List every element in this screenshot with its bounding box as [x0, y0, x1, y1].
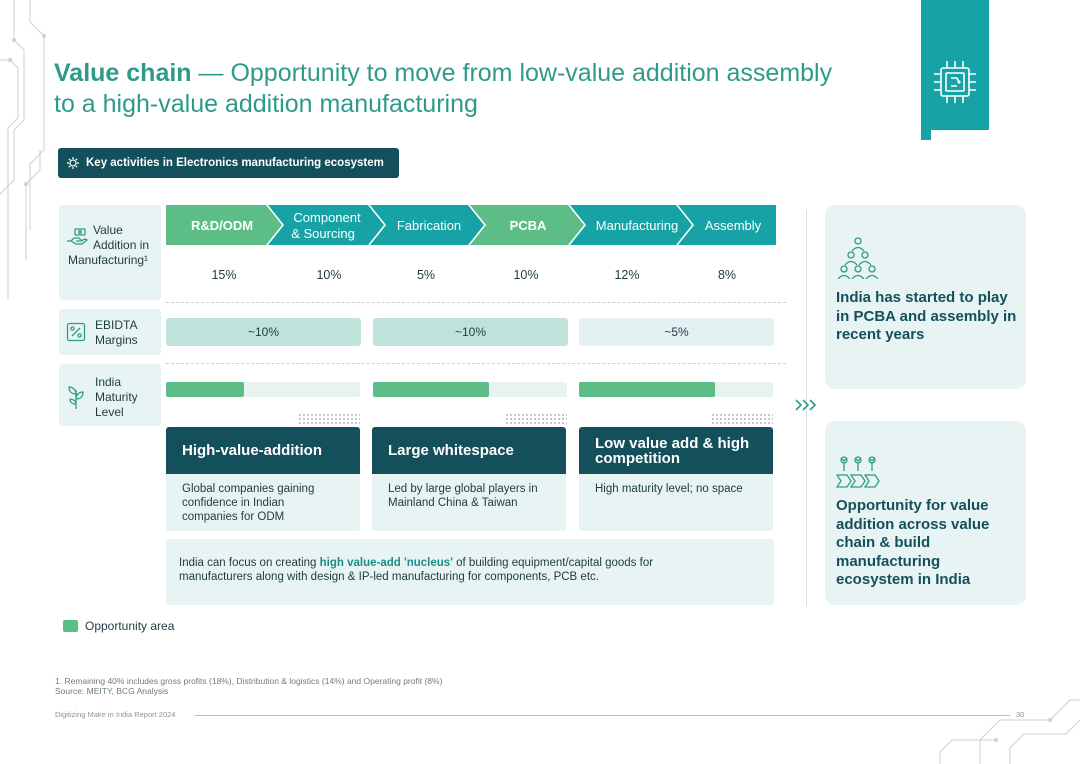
maturity-track-3	[579, 382, 773, 397]
card-body-line: confidence in Indian	[182, 497, 285, 509]
stage-label-fabrication: Fabrication	[396, 218, 462, 233]
margin-box-2: ~10%	[373, 318, 568, 346]
row-label-value-l2: Addition in	[93, 238, 150, 252]
maturity-fill	[579, 382, 715, 397]
percent-icon	[66, 322, 86, 342]
title-line2: to a high-value addition manufacturing	[54, 90, 478, 118]
value-pct-assembly: 8%	[717, 268, 737, 282]
dot-pattern	[711, 413, 773, 425]
page-number: 30	[1016, 710, 1025, 719]
row-label-ebitda-l1: EBIDTA	[95, 318, 138, 332]
stage-label-manufacturing: Manufacturing	[595, 218, 679, 233]
legend-label: Opportunity area	[85, 619, 175, 633]
footnote	[55, 676, 442, 696]
legend	[63, 619, 174, 633]
india-focus-box	[166, 539, 774, 605]
card-body-line: Led by large global players in	[388, 483, 538, 495]
insight-card-pcba	[825, 205, 1026, 389]
stage-label-rnd-odm: R&D/ODM	[190, 218, 254, 233]
insight-line: India has started to play	[836, 289, 1008, 306]
triple-chevron-right-icon	[795, 399, 819, 411]
insight-line: addition across value	[836, 515, 990, 533]
maturity-fill	[373, 382, 489, 397]
card-title-whitespace: Large whitespace	[372, 427, 566, 474]
card-body-line: Global companies gaining	[182, 483, 315, 495]
row-label-ebitda	[59, 309, 161, 355]
badge-square	[921, 130, 931, 140]
footer-rule	[195, 715, 1010, 716]
section-tab-label: Key activities in Electronics manufacturing ecosystem	[86, 157, 384, 169]
page-title	[54, 58, 904, 120]
row-label-value-addition	[59, 205, 161, 300]
maturity-track-2	[373, 382, 567, 397]
card-title-line: Low value add & high	[595, 434, 750, 452]
insight-card-opportunity	[825, 421, 1026, 605]
chip-icon	[929, 56, 981, 108]
insight-text-opportunity	[836, 497, 1022, 590]
stage-label-pcba: PCBA	[509, 218, 547, 233]
stage-label-component-l2: & Sourcing	[291, 226, 355, 241]
title-accent: Value chain	[54, 59, 192, 87]
insight-line: ecosystem in India	[836, 571, 971, 588]
insight-line: manufacturing	[836, 552, 941, 570]
stage-label-assembly: Assembly	[704, 218, 762, 233]
legend-swatch	[63, 620, 78, 632]
card-title-low-value	[579, 427, 773, 474]
growth-chevrons-icon	[836, 455, 880, 491]
row-label-maturity	[59, 364, 161, 426]
insight-line: recent years	[836, 326, 925, 343]
card-body-line: High maturity level; no space	[595, 483, 743, 495]
row-divider	[166, 302, 786, 303]
value-pct-pcba: 10%	[513, 268, 539, 282]
maturity-fill	[166, 382, 244, 397]
value-pct-fabrication: 5%	[416, 268, 436, 282]
insight-line: chain & build	[836, 534, 931, 551]
row-divider	[166, 363, 786, 364]
india-focus-highlight: high value-add 'nucleus'	[319, 557, 453, 569]
people-pyramid-icon	[836, 235, 880, 279]
insight-line: in PCBA and assembly in	[836, 307, 1017, 325]
row-label-maturity-l3: Level	[95, 405, 124, 419]
india-focus-line2: manufacturers along with design & IP-led manufacturing for components, PCB etc.	[179, 571, 599, 583]
card-body-high-value	[166, 474, 360, 531]
value-pct-rnd: 15%	[211, 268, 237, 282]
margin-box-3: ~5%	[579, 318, 774, 346]
gear-chip-icon	[66, 156, 80, 170]
footnote-line: 1. Remaining 40% includes gross profits (18%), Distribution & logistics (14%) and Operating profit (8%)	[55, 676, 443, 686]
maturity-track-1	[166, 382, 360, 397]
card-body-line: Mainland China & Taiwan	[388, 497, 518, 509]
card-body-line: companies for ODM	[182, 511, 285, 523]
card-body-whitespace	[372, 474, 566, 531]
value-pct-component: 10%	[316, 268, 342, 282]
card-body-low-value	[579, 474, 773, 531]
stage-label-component-l1: Component	[293, 210, 361, 225]
section-tab	[58, 148, 399, 178]
insight-line: Opportunity for value	[836, 497, 989, 514]
hand-money-icon	[66, 227, 88, 247]
india-focus-prefix: India can focus on creating	[179, 557, 320, 569]
dot-pattern	[505, 413, 567, 425]
row-label-value-l3: Manufacturing¹	[68, 253, 149, 267]
margin-box-1: ~10%	[166, 318, 361, 346]
value-pct-manufacturing: 12%	[614, 268, 640, 282]
dot-pattern	[298, 413, 360, 425]
footer-report-name: Digitizing Make in India Report 2024	[55, 710, 176, 719]
value-chain-chevrons	[166, 205, 776, 245]
row-label-ebitda-l2: Margins	[95, 333, 138, 347]
row-label-maturity-l2: Maturity	[95, 390, 138, 404]
row-label-value-l1: Value	[93, 223, 123, 237]
title-rest: — Opportunity to move from low-value addition assembly	[191, 59, 833, 87]
card-title-high-value: High-value-addition	[166, 427, 360, 474]
india-focus-suffix: of building equipment/capital goods for	[452, 557, 654, 569]
insight-text-pcba	[836, 289, 1022, 345]
chip-badge	[921, 0, 989, 130]
source-line: Source: MEITY, BCG Analysis	[55, 686, 169, 696]
card-title-line: competition	[595, 449, 680, 467]
plant-growth-icon	[67, 384, 85, 410]
row-label-maturity-l1: India	[95, 375, 122, 389]
